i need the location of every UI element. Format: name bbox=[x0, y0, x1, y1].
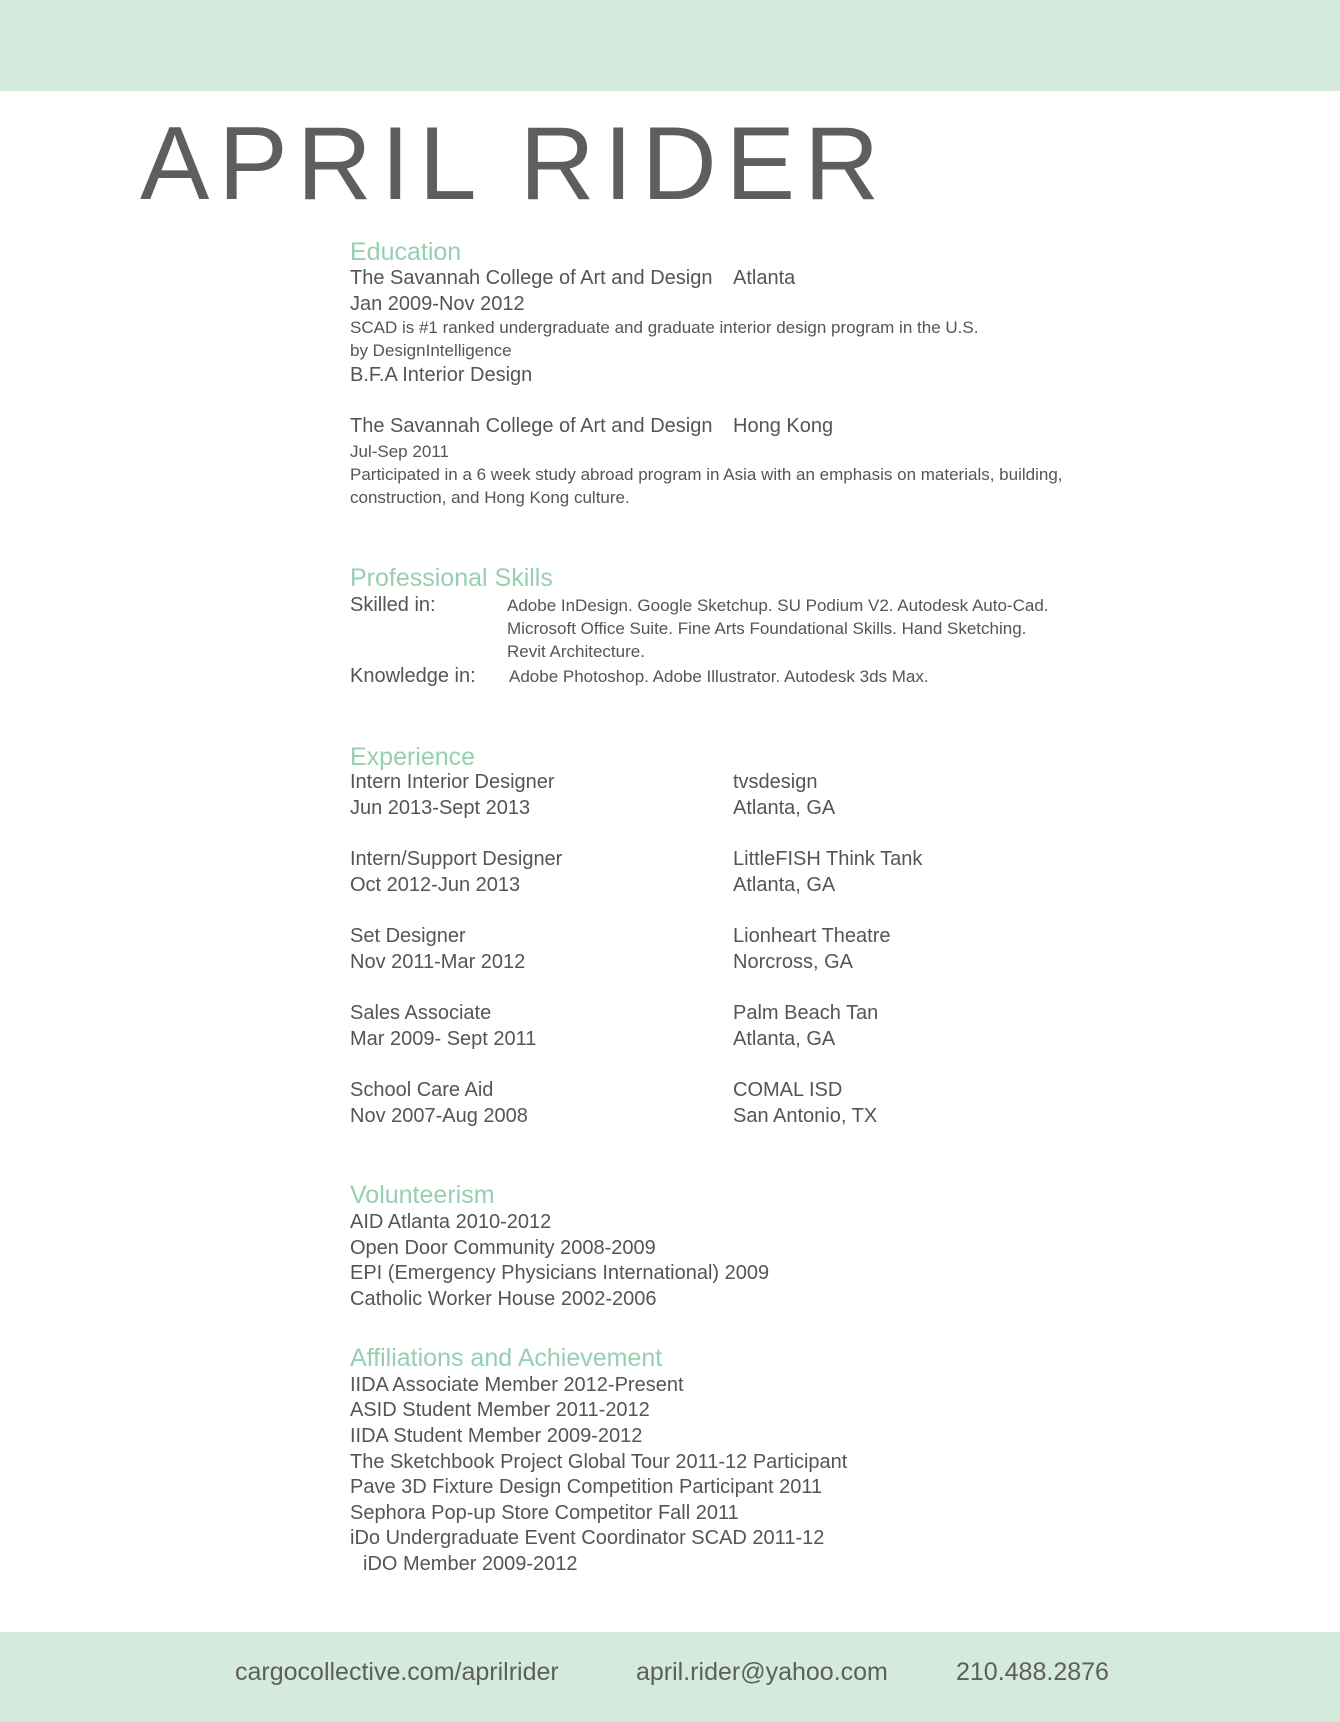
experience-role: School Care Aid bbox=[350, 1079, 494, 1101]
experience-role: Intern/Support Designer bbox=[350, 848, 563, 870]
affiliation-item: IIDA Student Member 2009-2012 bbox=[350, 1425, 643, 1447]
top-color-band bbox=[0, 0, 1340, 91]
experience-location: Atlanta, GA bbox=[733, 797, 836, 819]
knowledge-list: Adobe Photoshop. Adobe Illustrator. Autodesk 3ds Max. bbox=[509, 667, 929, 686]
education-school: The Savannah College of Art and Design bbox=[350, 415, 713, 437]
knowledge-label: Knowledge in: bbox=[350, 665, 476, 687]
experience-company: COMAL ISD bbox=[733, 1079, 843, 1101]
experience-role: Intern Interior Designer bbox=[350, 771, 555, 793]
education-location: Atlanta bbox=[733, 267, 796, 289]
experience-location: Atlanta, GA bbox=[733, 874, 836, 896]
experience-company: tvsdesign bbox=[733, 771, 818, 793]
education-location: Hong Kong bbox=[733, 415, 834, 437]
skilled-list: Microsoft Office Suite. Fine Arts Foundational Skills. Hand Sketching. bbox=[507, 619, 1027, 638]
education-school: The Savannah College of Art and Design bbox=[350, 267, 713, 289]
experience-role: Sales Associate bbox=[350, 1002, 492, 1024]
education-dates: Jul-Sep 2011 bbox=[350, 442, 449, 461]
education-dates: Jan 2009-Nov 2012 bbox=[350, 293, 525, 315]
affiliations-heading: Affiliations and Achievement bbox=[350, 1344, 663, 1372]
affiliation-item: IIDA Associate Member 2012-Present bbox=[350, 1374, 684, 1396]
skilled-label: Skilled in: bbox=[350, 594, 436, 616]
experience-company: Palm Beach Tan bbox=[733, 1002, 879, 1024]
experience-location: Norcross, GA bbox=[733, 951, 854, 973]
affiliation-item: Pave 3D Fixture Design Competition Participant 2011 bbox=[350, 1476, 823, 1498]
volunteerism-heading: Volunteerism bbox=[350, 1181, 495, 1209]
footer-phone: 210.488.2876 bbox=[956, 1658, 1109, 1686]
affiliation-item: The Sketchbook Project Global Tour 2011-12 Participant bbox=[350, 1451, 848, 1473]
footer-website-link[interactable]: cargocollective.com/aprilrider bbox=[235, 1658, 559, 1686]
experience-heading: Experience bbox=[350, 743, 476, 771]
skilled-list: Adobe InDesign. Google Sketchup. SU Podium V2. Autodesk Auto-Cad. bbox=[507, 596, 1049, 615]
experience-dates: Oct 2012-Jun 2013 bbox=[350, 874, 521, 896]
education-description: Participated in a 6 week study abroad program in Asia with an emphasis on materials, building, bbox=[350, 465, 1063, 484]
experience-dates: Nov 2007-Aug 2008 bbox=[350, 1105, 528, 1127]
experience-dates: Jun 2013-Sept 2013 bbox=[350, 797, 531, 819]
experience-location: San Antonio, TX bbox=[733, 1105, 878, 1127]
footer-email-link[interactable]: april.rider@yahoo.com bbox=[636, 1658, 888, 1686]
experience-company: Lionheart Theatre bbox=[733, 925, 891, 947]
education-heading: Education bbox=[350, 238, 462, 266]
affiliation-item: ASID Student Member 2011-2012 bbox=[350, 1399, 650, 1421]
skilled-list: Revit Architecture. bbox=[507, 642, 645, 661]
volunteer-item: EPI (Emergency Physicians International) 2009 bbox=[350, 1262, 770, 1284]
experience-dates: Nov 2011-Mar 2012 bbox=[350, 951, 526, 973]
education-description: SCAD is #1 ranked undergraduate and graduate interior design program in the U.S. bbox=[350, 318, 979, 337]
experience-location: Atlanta, GA bbox=[733, 1028, 836, 1050]
resume-name: APRIL RIDER bbox=[140, 106, 889, 222]
affiliation-item: Sephora Pop-up Store Competitor Fall 2011 bbox=[350, 1502, 739, 1524]
experience-role: Set Designer bbox=[350, 925, 466, 947]
affiliation-item: iDo Undergraduate Event Coordinator SCAD 2011-12 bbox=[350, 1527, 825, 1549]
experience-dates: Mar 2009- Sept 2011 bbox=[350, 1028, 537, 1050]
skills-heading: Professional Skills bbox=[350, 564, 553, 592]
volunteer-item: AID Atlanta 2010-2012 bbox=[350, 1211, 552, 1233]
education-degree: B.F.A Interior Design bbox=[350, 364, 533, 386]
experience-company: LittleFISH Think Tank bbox=[733, 848, 923, 870]
volunteer-item: Catholic Worker House 2002-2006 bbox=[350, 1288, 657, 1310]
education-description: construction, and Hong Kong culture. bbox=[350, 488, 630, 507]
affiliation-item: iDO Member 2009-2012 bbox=[363, 1553, 578, 1575]
education-description: by DesignIntelligence bbox=[350, 341, 512, 360]
volunteer-item: Open Door Community 2008-2009 bbox=[350, 1237, 656, 1259]
